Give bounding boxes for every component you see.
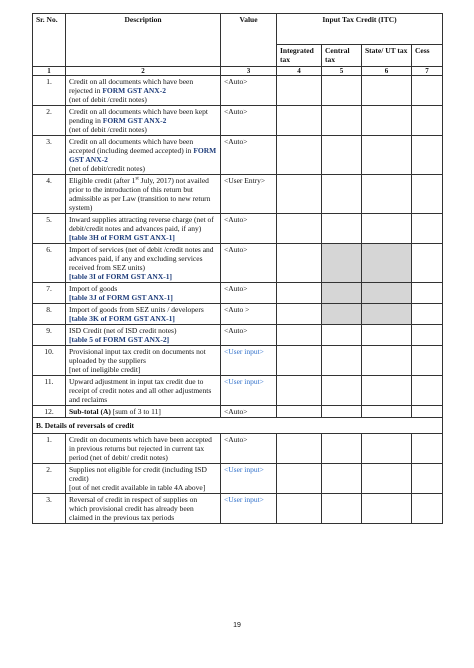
cell-cess[interactable] <box>412 244 443 283</box>
section-b-header <box>33 418 443 434</box>
cell-cess[interactable] <box>412 376 443 406</box>
cell-cess[interactable] <box>412 175 443 214</box>
description-text: Inward supplies attracting reverse charge (net of debit/credit notes and advances paid, if any) <box>69 215 214 233</box>
cell-central[interactable] <box>322 376 362 406</box>
row-sr: 1. <box>33 76 66 106</box>
description-note: (net of debit/credit notes) <box>69 164 146 173</box>
cell-state[interactable] <box>362 406 412 418</box>
header-central-tax: Central tax <box>322 45 362 67</box>
cell-central[interactable] <box>322 346 362 376</box>
description-text: July, 2017) not availed prior to the introduction of this return but admissible as per Law (transition to new return system) <box>69 176 211 212</box>
subtotal-note: [sum of 3 to 11] <box>110 407 161 416</box>
cell-state-shaded <box>362 283 412 304</box>
cell-central[interactable] <box>322 434 362 464</box>
table-reference: [table 3H of FORM GST ANX-1] <box>69 233 175 242</box>
table-reference: [table 5 of FORM GST ANX-2] <box>69 335 170 344</box>
form-reference: FORM GST ANX-2 <box>69 146 217 164</box>
form-reference: FORM GST ANX-2 <box>102 86 166 95</box>
cell-central-shaded <box>322 283 362 304</box>
row-sr: 3. <box>33 136 66 175</box>
row-description <box>66 244 221 283</box>
row-value: <Auto> <box>221 283 277 304</box>
table-row <box>33 325 443 346</box>
cell-integrated[interactable] <box>277 136 322 175</box>
cell-state[interactable] <box>362 106 412 136</box>
col-number: 2 <box>66 67 221 76</box>
cell-cess[interactable] <box>412 283 443 304</box>
description-text: Credit on all documents which have been accepted (including deemed accepted) in <box>69 137 194 155</box>
row-description <box>66 434 221 464</box>
header-state-ut-tax: State/ UT tax <box>362 45 412 67</box>
row-value-user-input[interactable]: <User input> <box>221 494 277 524</box>
cell-cess[interactable] <box>412 494 443 524</box>
cell-state-shaded <box>362 244 412 283</box>
table-row <box>33 244 443 283</box>
row-sr: 5. <box>33 214 66 244</box>
col-number: 6 <box>362 67 412 76</box>
cell-central[interactable] <box>322 136 362 175</box>
cell-integrated[interactable] <box>277 283 322 304</box>
header-value: Value <box>221 14 277 67</box>
col-number: 7 <box>412 67 443 76</box>
itc-table-page <box>32 13 442 524</box>
table-reference: [table 3J of FORM GST ANX-1] <box>69 293 173 302</box>
cell-state[interactable] <box>362 464 412 494</box>
table-row <box>33 136 443 175</box>
description-text: Provisional input tax credit on documents not uploaded by the suppliers <box>69 347 206 365</box>
cell-central-shaded <box>322 304 362 325</box>
cell-cess[interactable] <box>412 76 443 106</box>
table-row <box>33 434 443 464</box>
row-description <box>66 494 221 524</box>
description-text: Import of goods <box>69 284 118 293</box>
description-note: [net of ineligible credit] <box>69 365 141 374</box>
cell-cess[interactable] <box>412 464 443 494</box>
table-reference: [table 3I of FORM GST ANX-1] <box>69 272 172 281</box>
cell-integrated[interactable] <box>277 325 322 346</box>
row-value: <Auto> <box>221 214 277 244</box>
itc-table <box>32 13 443 524</box>
row-sr: 11. <box>33 376 66 406</box>
cell-cess[interactable] <box>412 214 443 244</box>
cell-cess[interactable] <box>412 136 443 175</box>
cell-state[interactable] <box>362 376 412 406</box>
table-row <box>33 283 443 304</box>
col-number: 4 <box>277 67 322 76</box>
row-value: <Auto> <box>221 434 277 464</box>
row-description <box>66 76 221 106</box>
description-text: Reversal of credit in respect of supplies on which provisional credit has already been claimed in the previous tax periods <box>69 495 198 522</box>
table-row <box>33 175 443 214</box>
superscript: st <box>135 176 139 182</box>
table-row <box>33 346 443 376</box>
description-text: Credit on all documents which have been rejected in <box>69 77 194 95</box>
cell-central[interactable] <box>322 325 362 346</box>
cell-central[interactable] <box>322 76 362 106</box>
row-description <box>66 106 221 136</box>
row-value: <Auto> <box>221 106 277 136</box>
row-sr: 10. <box>33 346 66 376</box>
row-value-user-input[interactable]: <User input> <box>221 376 277 406</box>
row-value: <Auto> <box>221 406 277 418</box>
col-number: 5 <box>322 67 362 76</box>
cell-integrated[interactable] <box>277 106 322 136</box>
cell-central[interactable] <box>322 106 362 136</box>
header-description: Description <box>66 14 221 67</box>
cell-state[interactable] <box>362 76 412 106</box>
row-value-user-input[interactable]: <User input> <box>221 346 277 376</box>
cell-integrated[interactable] <box>277 76 322 106</box>
description-note: [out of net credit available in table 4A above] <box>69 483 206 492</box>
row-sr: 3. <box>33 494 66 524</box>
cell-cess[interactable] <box>412 406 443 418</box>
description-note: (net of debit /credit notes) <box>69 95 147 104</box>
row-sr: 12. <box>33 406 66 418</box>
cell-cess[interactable] <box>412 346 443 376</box>
cell-cess[interactable] <box>412 434 443 464</box>
table-row <box>33 406 443 418</box>
cell-central-shaded <box>322 244 362 283</box>
table-row <box>33 304 443 325</box>
row-description <box>66 136 221 175</box>
description-text: Supplies not eligible for credit (including ISD credit) <box>69 465 207 483</box>
description-text: Upward adjustment in input tax credit due to receipt of credit notes and all other adjustments and reclaims <box>69 377 212 404</box>
table-row <box>33 464 443 494</box>
header-cess: Cess <box>412 45 443 67</box>
cell-state[interactable] <box>362 136 412 175</box>
cell-integrated[interactable] <box>277 304 322 325</box>
table-row <box>33 494 443 524</box>
cell-integrated[interactable] <box>277 494 322 524</box>
cell-integrated[interactable] <box>277 175 322 214</box>
row-sr: 8. <box>33 304 66 325</box>
col-number: 3 <box>221 67 277 76</box>
cell-integrated[interactable] <box>277 406 322 418</box>
cell-state[interactable] <box>362 214 412 244</box>
row-sr: 7. <box>33 283 66 304</box>
description-text: Import of goods from SEZ units / developers <box>69 305 204 314</box>
table-reference: [table 3K of FORM GST ANX-1] <box>69 314 175 323</box>
cell-state[interactable] <box>362 434 412 464</box>
row-sr: 9. <box>33 325 66 346</box>
row-description <box>66 304 221 325</box>
table-row <box>33 376 443 406</box>
cell-integrated[interactable] <box>277 434 322 464</box>
row-description <box>66 283 221 304</box>
row-value: <Auto> <box>221 244 277 283</box>
description-text: Credit on all documents which have been kept pending in <box>69 107 208 125</box>
row-description <box>66 325 221 346</box>
subtotal-label: Sub-total (A) <box>69 407 111 416</box>
form-reference: FORM GST ANX-2 <box>102 116 167 125</box>
row-description <box>66 464 221 494</box>
header-itc: Input Tax Credit (ITC) <box>277 14 443 45</box>
cell-central[interactable] <box>322 175 362 214</box>
table-row <box>33 76 443 106</box>
cell-state-shaded <box>362 304 412 325</box>
row-sr: 4. <box>33 175 66 214</box>
row-description <box>66 175 221 214</box>
description-text: Credit on documents which have been accepted in previous returns but rejected in current tax period (net of debit/ credit notes) <box>69 435 212 462</box>
section-b-title: B. Details of reversals of credit <box>33 418 443 434</box>
cell-cess[interactable] <box>412 304 443 325</box>
row-sr: 6. <box>33 244 66 283</box>
row-description <box>66 376 221 406</box>
row-sr: 1. <box>33 434 66 464</box>
row-sr: 2. <box>33 464 66 494</box>
description-text: ISD Credit (net of ISD credit notes) <box>69 326 177 335</box>
cell-cess[interactable] <box>412 325 443 346</box>
cell-central[interactable] <box>322 406 362 418</box>
table-row <box>33 106 443 136</box>
row-value: <Auto> <box>221 325 277 346</box>
row-value: <Auto > <box>221 304 277 325</box>
row-value-user-input[interactable]: <User input> <box>221 464 277 494</box>
cell-state[interactable] <box>362 494 412 524</box>
cell-state[interactable] <box>362 325 412 346</box>
row-value: <Auto> <box>221 136 277 175</box>
page-number: 19 <box>233 622 241 629</box>
cell-central[interactable] <box>322 214 362 244</box>
row-description <box>66 214 221 244</box>
row-value: <Auto> <box>221 76 277 106</box>
row-sr: 2. <box>33 106 66 136</box>
row-description <box>66 406 221 418</box>
header-sr-no: Sr. No. <box>33 14 66 67</box>
cell-integrated[interactable] <box>277 346 322 376</box>
header-integrated-tax: Integrated tax <box>277 45 322 67</box>
cell-central[interactable] <box>322 494 362 524</box>
cell-cess[interactable] <box>412 106 443 136</box>
cell-integrated[interactable] <box>277 214 322 244</box>
description-text: Import of services (net of debit /credit notes and advances paid, if any and excluding services received from SEZ units) <box>69 245 214 272</box>
description-note: (net of debit /credit notes) <box>69 125 147 134</box>
cell-state[interactable] <box>362 175 412 214</box>
row-description <box>66 346 221 376</box>
column-number-row <box>33 67 443 76</box>
col-number: 1 <box>33 67 66 76</box>
description-text: Eligible credit (after 1 <box>69 176 136 185</box>
cell-state[interactable] <box>362 346 412 376</box>
table-row <box>33 214 443 244</box>
cell-integrated[interactable] <box>277 464 322 494</box>
cell-central[interactable] <box>322 464 362 494</box>
row-value: <User Entry> <box>221 175 277 214</box>
cell-integrated[interactable] <box>277 244 322 283</box>
cell-integrated[interactable] <box>277 376 322 406</box>
